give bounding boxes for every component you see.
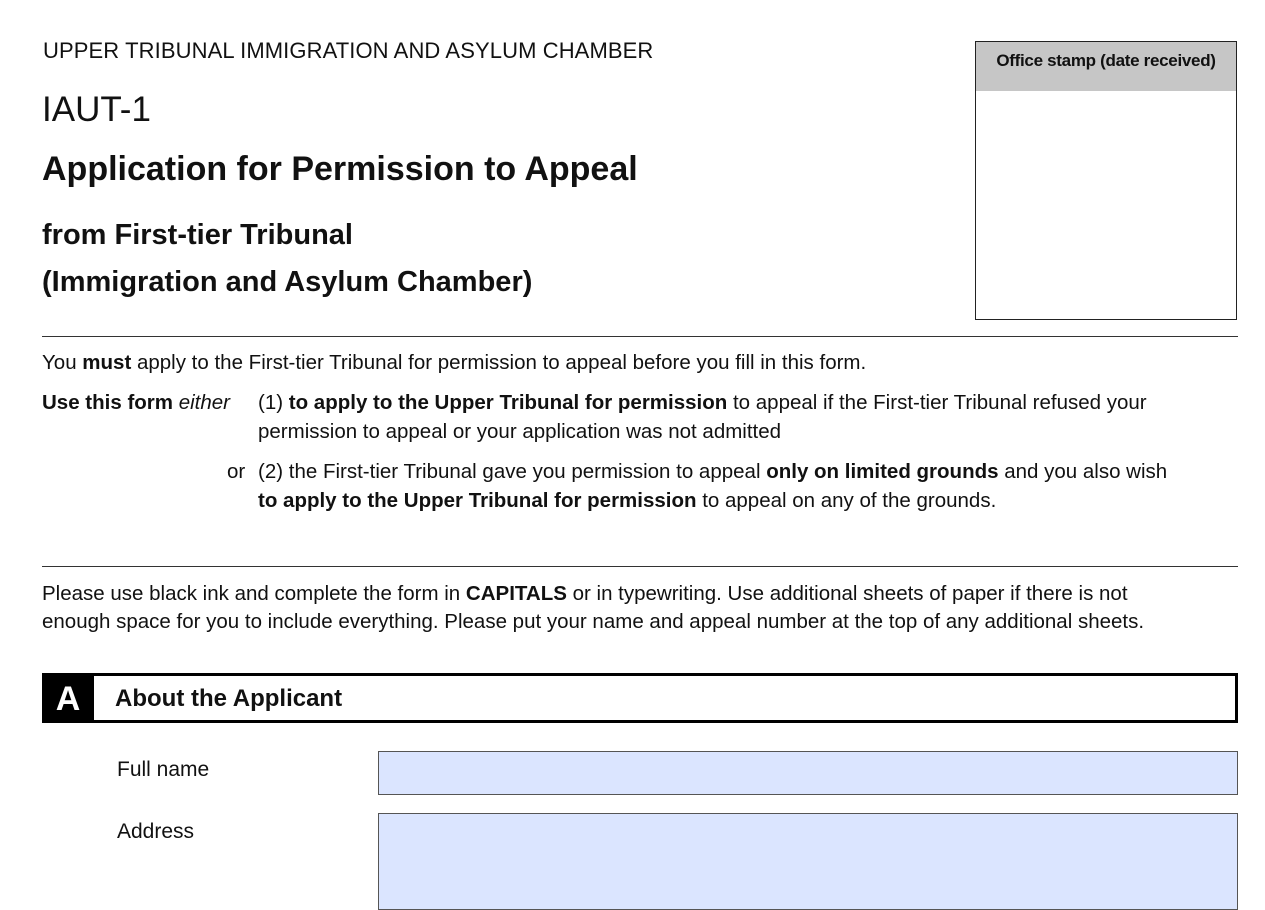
office-stamp-box [975, 41, 1237, 320]
instructions-capitals: CAPITALS [465, 582, 567, 605]
full-name-field[interactable] [378, 751, 1238, 795]
instructions-post: or in typewriting. Use additional sheets of paper if there is not [566, 582, 1128, 605]
option-2-pre: the First-tier Tribunal gave you permission to appeal [288, 460, 767, 483]
use-form-bold: Use this form [42, 391, 173, 414]
full-name-label: Full name [117, 758, 210, 781]
option-2 [258, 457, 1167, 486]
option-1 [258, 388, 1147, 417]
must-post: apply to the First-tier Tribunal for permission to appeal before you fill in this form. [131, 351, 867, 374]
form-subtitle [42, 212, 532, 306]
option-1-bold: to apply to the Upper Tribunal for permission [288, 391, 728, 414]
use-form-label [42, 388, 230, 417]
must-apply-notice [42, 348, 866, 377]
office-stamp-label: Office stamp (date received) [976, 42, 1236, 91]
must-pre: You [42, 351, 83, 374]
form-subtitle-line2: (Immigration and Asylum Chamber) [42, 266, 533, 298]
must-bold: must [82, 351, 132, 374]
instructions-line1 [42, 579, 1128, 608]
divider-middle [42, 566, 1238, 567]
option-2-number: (2) [258, 460, 284, 483]
option-1-line2: permission to appeal or your application was not admitted [258, 420, 782, 443]
form-subtitle-line1: from First-tier Tribunal [42, 219, 353, 251]
form-title: Application for Permission to Appeal [42, 150, 638, 188]
section-a-letter: A [42, 673, 94, 723]
option-2-line2 [258, 486, 996, 515]
use-form-italic: either [178, 391, 230, 414]
option-1-rest: to appeal if the First-tier Tribunal refused your [727, 391, 1147, 414]
section-a-header [42, 673, 1238, 723]
or-label: or [227, 460, 246, 483]
address-field[interactable] [378, 813, 1238, 910]
option-2-line2-rest: to appeal on any of the grounds. [696, 489, 997, 512]
divider-top [42, 336, 1238, 337]
address-label: Address [117, 820, 195, 843]
option-2-bold: only on limited grounds [766, 460, 999, 483]
instructions-line2: enough space for you to include everything. Please put your name and appeal number at the top of any additional sheets. [42, 610, 1145, 633]
tribunal-name: UPPER TRIBUNAL IMMIGRATION AND ASYLUM CHAMBER [43, 38, 654, 63]
option-2-line2-bold: to apply to the Upper Tribunal for permission [258, 489, 697, 512]
option-2-post: and you also wish [998, 460, 1168, 483]
instructions-pre: Please use black ink and complete the form in [42, 582, 466, 605]
section-a-title: About the Applicant [115, 685, 343, 712]
form-code: IAUT-1 [42, 90, 151, 129]
option-1-number: (1) [258, 391, 284, 414]
